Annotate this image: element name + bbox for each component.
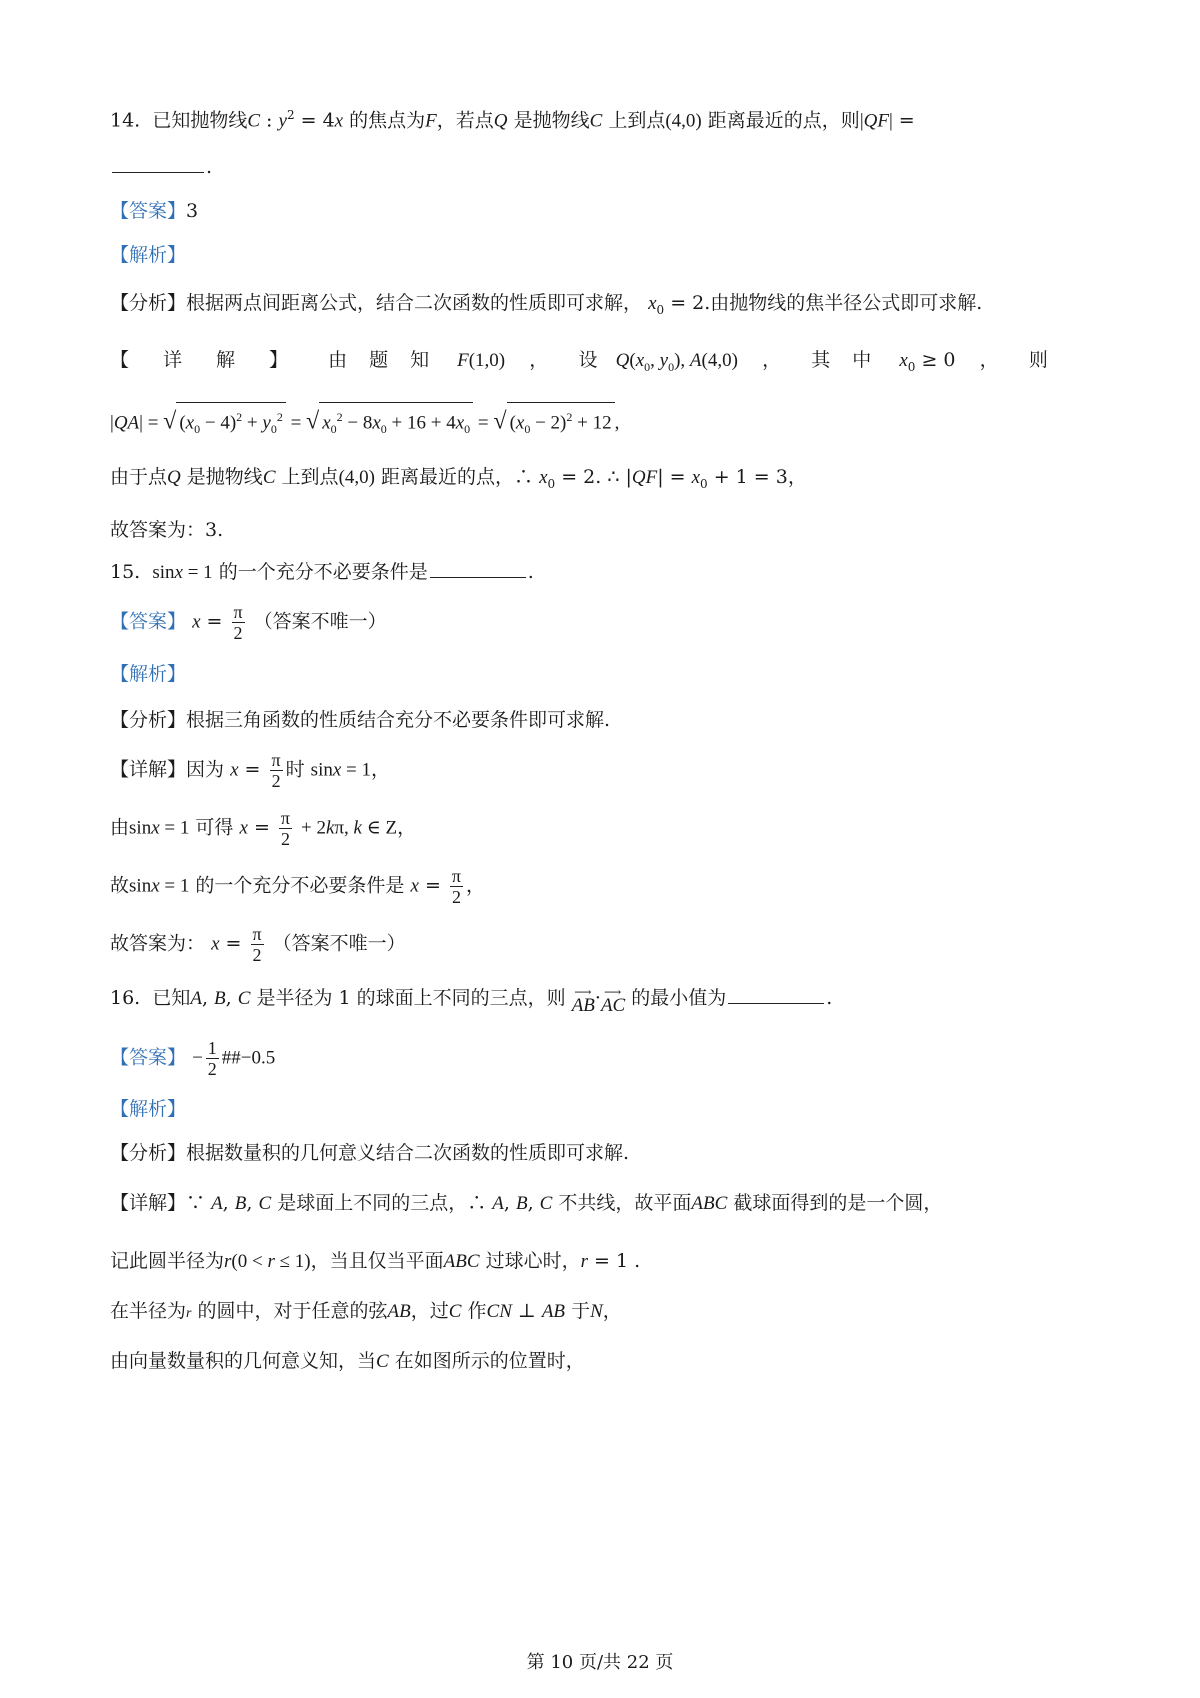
q15-final: 故答案为： x = $\frac{\pi}{2}$ （答案不唯一）	[110, 924, 406, 965]
q16-detail-3: 在半径为r 的圆中，对于任意的弦AB，过C 作CN ⊥ AB 于N，	[110, 1300, 622, 1322]
q15-detail-1: 【详解】因为 x = $\frac{\pi}{2}$ 时 sinx = 1，	[110, 750, 391, 791]
q14-detail-3: 由于点Q 是抛物线C 上到点(4,0) 距离最近的点，∴ $x_0 = 2$. ∴ $|QF| = x_0 + 1 = 3$，	[110, 466, 807, 491]
q15-fenxi: 【分析】根据三角函数的性质结合充分不必要条件即可求解.	[110, 709, 611, 731]
q14-analysis-label: 【解析】	[110, 244, 187, 266]
q15-answer: 【答案】 x = $\frac{\pi}{2}$ （答案不唯一）	[110, 602, 387, 643]
q16-detail-2: 记此圆半径为r(0 < r ≤ 1)，当且仅当平面ABC 过球心时，r = 1 .	[110, 1250, 641, 1272]
q14-formula: |QA| = √ $(x_0 - 4)^2 + y_0^2$ = √ $x_0^2 - 8x_0 + 16 + 4x_0$ = √ $(x_0 - 2)^2 + 12$ ,	[110, 402, 619, 443]
q15-detail-3: 故sinx = 1 的一个充分不必要条件是 x = $\frac{\pi}{2}$ ，	[110, 866, 486, 907]
q16-detail-4: 由向量数量积的几何意义知，当C 在如图所示的位置时，	[110, 1350, 585, 1372]
q14-stem: 14. 已知抛物线C : $y^2 = 4x$ 的焦点为F，若点Q 是抛物线C 上到点(4,0) 距离最近的点，则|QF| =	[110, 108, 915, 132]
q16-fenxi: 【分析】根据数量积的几何意义结合二次函数的性质即可求解.	[110, 1142, 630, 1164]
q15-detail-2: 由sinx = 1 可得 x = $\frac{\pi}{2}$ + 2kπ, k ∈ Z，	[110, 808, 417, 849]
q14-detail-1: 【详解】 由题知 F(1,0) ， 设 $Q(x_0$, $y_0$), A(4,0) ， 其中 $x_0 \ge 0$ ， 则	[110, 349, 1048, 374]
q15-stem: 15. sinx = 1 的一个充分不必要条件是 .	[110, 561, 534, 583]
q16-detail-1: 【详解】∵ A, B, C 是球面上不同的三点，∴ A, B, C 不共线，故平面ABC 截球面得到的是一个圆，	[110, 1192, 943, 1214]
q14-final: 故答案为：3.	[110, 519, 224, 541]
q16-analysis-label: 【解析】	[110, 1098, 187, 1120]
q16-answer: 【答案】 − $\frac{1}{2}$ ##−0.5	[110, 1038, 276, 1079]
q14-answer: 【答案】3	[110, 200, 199, 222]
q16-stem: 16. 已知A, B, C 是半径为 1 的球面上不同的三点，则 ⟶ AB · ⟶ AC 的最小值为 .	[110, 985, 833, 1016]
page-footer: 第 10 页/共 22 页	[526, 1652, 674, 1673]
q14-blank: .	[110, 152, 212, 182]
q14-fenxi: 【分析】根据两点间距离公式，结合二次函数的性质即可求解， $x_0 = 2$.由抛物线的焦半径公式即可求解.	[110, 292, 983, 317]
q15-analysis-label: 【解析】	[110, 663, 187, 685]
